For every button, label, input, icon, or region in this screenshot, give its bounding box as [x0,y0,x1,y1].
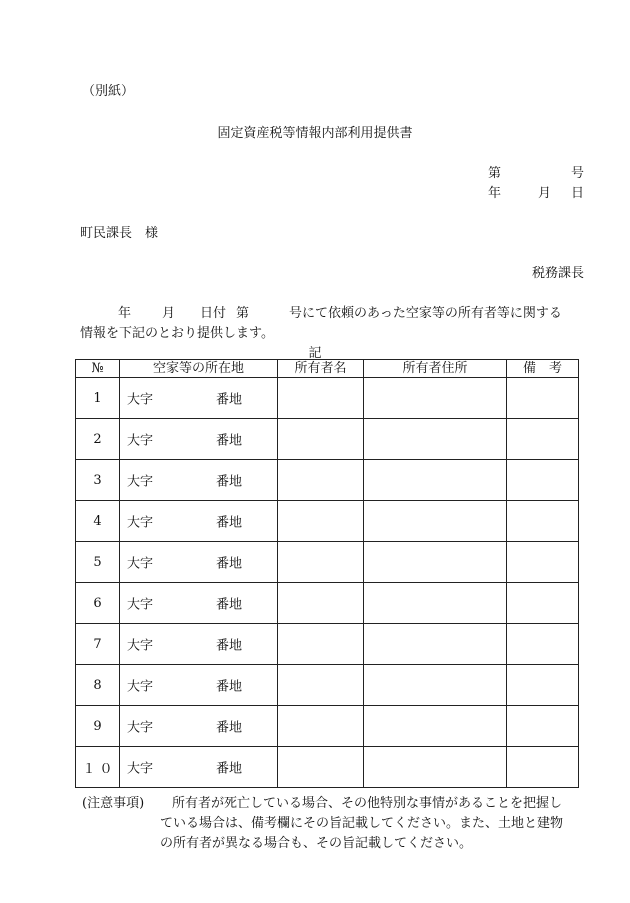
banchi-label: 番地 [216,761,243,777]
row-number: 7 [76,624,120,665]
month-label: 月 [538,186,552,201]
oaza-label: 大字 [127,597,154,613]
owner-name-cell[interactable] [278,460,364,501]
header-remarks: 備 考 [507,360,579,378]
owner-address-cell[interactable] [364,419,507,460]
location-cell[interactable] [120,706,278,747]
table-header-row [76,360,579,378]
owner-address-cell[interactable] [364,542,507,583]
appendix-label: （別紙） [82,84,135,99]
go-label: 号 [570,166,584,181]
dai-label: 第 [488,166,502,181]
owner-address-cell[interactable] [364,706,507,747]
owner-address-cell[interactable] [364,501,507,542]
body-year: 年 [118,306,132,321]
document-date [488,182,584,201]
owner-name-cell[interactable] [278,706,364,747]
banchi-label: 番地 [216,556,243,572]
oaza-label: 大字 [127,761,154,777]
owner-name-cell[interactable] [278,747,364,788]
remarks-cell[interactable] [507,542,579,583]
oaza-label: 大字 [127,679,154,695]
owner-name-cell[interactable] [278,419,364,460]
row-number: 9 [76,706,120,747]
banchi-label: 番地 [216,597,243,613]
row-number: 8 [76,665,120,706]
banchi-label: 番地 [216,720,243,736]
addressee: 町民課長 様 [80,226,159,241]
banchi-label: 番地 [216,433,243,449]
owner-address-cell[interactable] [364,378,507,419]
table-row [76,747,579,788]
table-row [76,706,579,747]
note-line-2: ている場合は、備考欄にその旨記載してください。また、土地と建物 [160,816,564,831]
location-cell[interactable] [120,583,278,624]
document-title: 固定資産税等情報内部利用提供書 [217,126,413,141]
table-row [76,542,579,583]
row-number: 6 [76,583,120,624]
remarks-cell[interactable] [507,624,579,665]
row-number: １０ [76,747,120,788]
oaza-label: 大字 [127,474,154,490]
notes-label: (注意事項) [82,796,145,811]
owner-name-cell[interactable] [278,542,364,583]
owner-address-cell[interactable] [364,665,507,706]
owner-address-cell[interactable] [364,624,507,665]
location-cell[interactable] [120,460,278,501]
banchi-label: 番地 [216,392,243,408]
year-label: 年 [488,186,502,201]
oaza-label: 大字 [127,556,154,572]
remarks-cell[interactable] [507,378,579,419]
document-number [488,162,584,181]
owner-name-cell[interactable] [278,501,364,542]
remarks-cell[interactable] [507,665,579,706]
oaza-label: 大字 [127,515,154,531]
location-cell[interactable] [120,747,278,788]
location-cell[interactable] [120,624,278,665]
location-cell[interactable] [120,378,278,419]
owner-name-cell[interactable] [278,665,364,706]
remarks-cell[interactable] [507,501,579,542]
table-row [76,665,579,706]
banchi-label: 番地 [216,474,243,490]
sender: 税務課長 [531,266,584,281]
location-cell[interactable] [120,501,278,542]
owner-address-cell[interactable] [364,460,507,501]
header-no: № [76,360,120,378]
header-owner-name: 所有者名 [278,360,364,378]
header-location: 空家等の所在地 [120,360,278,378]
owner-name-cell[interactable] [278,624,364,665]
remarks-cell[interactable] [507,419,579,460]
info-table [75,359,579,788]
oaza-label: 大字 [127,433,154,449]
body-date-label: 日付 [200,306,227,321]
banchi-label: 番地 [216,679,243,695]
oaza-label: 大字 [127,392,154,408]
banchi-label: 番地 [216,638,243,654]
table-row [76,624,579,665]
row-number: 2 [76,419,120,460]
table-row [76,460,579,501]
row-number: 4 [76,501,120,542]
remarks-cell[interactable] [507,747,579,788]
table-row [76,501,579,542]
table-row [76,583,579,624]
row-number: 5 [76,542,120,583]
body-dai: 第 [236,306,250,321]
location-cell[interactable] [120,419,278,460]
day-label: 日 [570,186,584,201]
oaza-label: 大字 [127,720,154,736]
oaza-label: 大字 [127,638,154,654]
location-cell[interactable] [120,665,278,706]
owner-name-cell[interactable] [278,583,364,624]
row-number: 3 [76,460,120,501]
table-row [76,419,579,460]
body-line-1-rest: 号にて依頼のあった空家等の所有者等に関する [289,306,562,321]
row-number: 1 [76,378,120,419]
owner-address-cell[interactable] [364,747,507,788]
note-line-1: 所有者が死亡している場合、その他特別な事情があることを把握し [172,796,563,811]
body-month: 月 [162,306,176,321]
remarks-cell[interactable] [507,583,579,624]
header-owner-address: 所有者住所 [364,360,507,378]
banchi-label: 番地 [216,515,243,531]
body-line-2: 情報を下記のとおり提供します。 [80,326,274,341]
table-row [76,378,579,419]
note-line-3: の所有者が異なる場合も、その旨記載してください。 [160,836,473,851]
owner-name-cell[interactable] [278,378,364,419]
body-line-1 [118,302,562,321]
remarks-cell[interactable] [507,706,579,747]
remarks-cell[interactable] [507,460,579,501]
location-cell[interactable] [120,542,278,583]
ki-label: 記 [308,346,322,361]
owner-address-cell[interactable] [364,583,507,624]
